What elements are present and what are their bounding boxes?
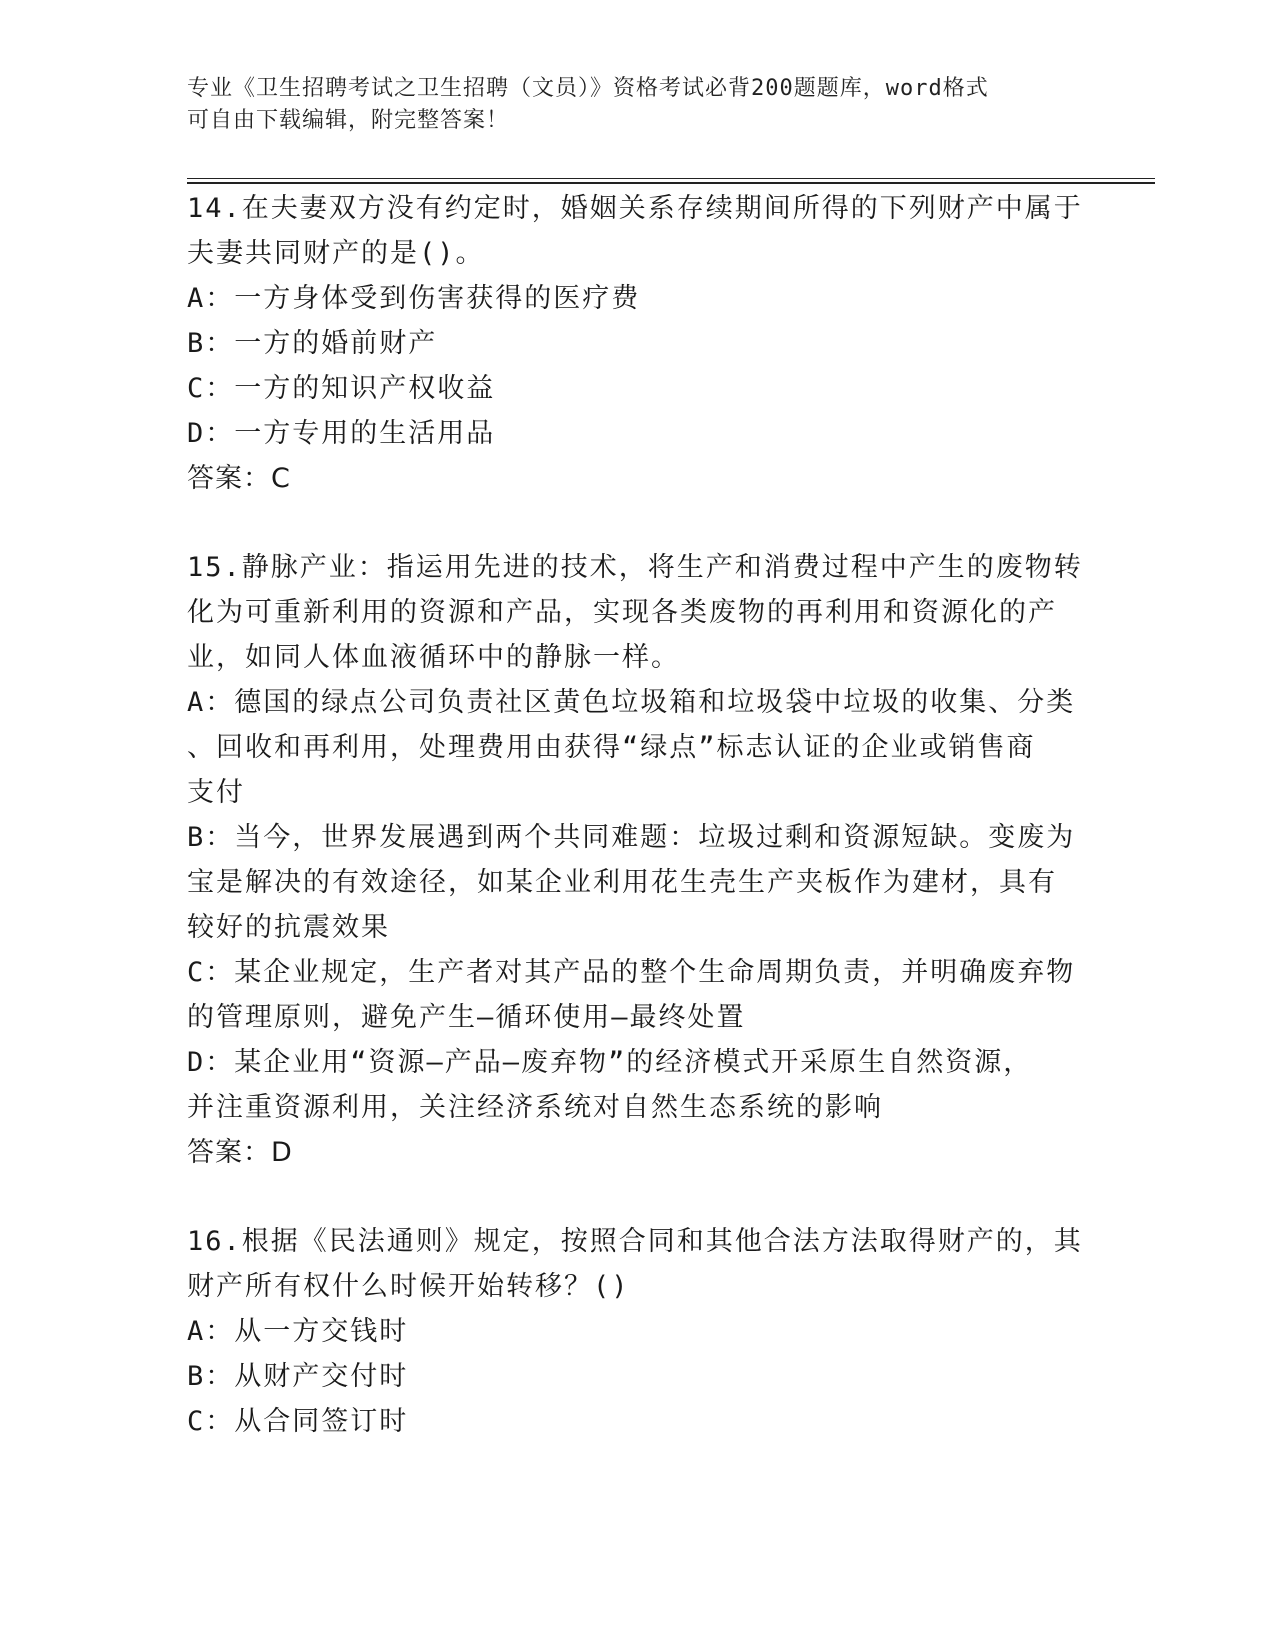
question-text-line: 16.根据《民法通则》规定，按照合同和其他合法方法取得财产的，其 [187,1226,1083,1257]
option-line: D：某企业用“资源—产品—废弃物”的经济模式开采原生自然资源， [187,1047,1033,1078]
question-text-line: 14.在夫妻双方没有约定时，婚姻关系存续期间所得的下列财产中属于 [187,193,1083,224]
question-list [187,186,1087,1488]
document-header [187,73,1087,137]
option-line: 的管理原则，避免产生—循环使用—最终处置 [187,1002,746,1033]
question-text-line: 15.静脉产业：指运用先进的技术，将生产和消费过程中产生的废物转 [187,552,1083,583]
option-line: 支付 [187,777,245,808]
header-divider-thick [187,182,1155,184]
option-a [187,680,1087,815]
option-line: A：德国的绿点公司负责社区黄色垃圾箱和垃圾袋中垃圾的收集、分类 [187,687,1076,718]
option-a [187,276,1087,321]
option-line: B：一方的婚前财产 [187,328,438,359]
question-text [187,545,1087,680]
question-14 [187,186,1087,501]
option-c [187,950,1087,1040]
option-line: C：从合同签订时 [187,1406,409,1437]
option-line: D：一方专用的生活用品 [187,418,496,449]
option-d [187,1040,1087,1130]
option-line: 较好的抗震效果 [187,912,390,943]
option-line: B：从财产交付时 [187,1361,409,1392]
option-line: 并注重资源利用，关注经济系统对自然生态系统的影响 [187,1092,883,1123]
answer-text: 答案：C [187,463,291,494]
option-line: C：某企业规定，生产者对其产品的整个生命周期负责，并明确废弃物 [187,957,1076,988]
option-line: B：当今，世界发展遇到两个共同难题：垃圾过剩和资源短缺。变废为 [187,822,1076,853]
header-divider-thin [187,178,1155,179]
question-text-line: 化为可重新利用的资源和产品，实现各类废物的再利用和资源化的产 [187,597,1057,628]
option-b [187,321,1087,366]
question-text [187,186,1087,276]
option-b [187,1354,1087,1399]
question-text-line: 夫妻共同财产的是()。 [187,238,485,269]
option-b [187,815,1087,950]
question-text-line: 业，如同人体血液循环中的静脉一样。 [187,642,680,673]
answer-text: 答案：D [187,1137,293,1168]
option-d [187,411,1087,456]
option-line: A：从一方交钱时 [187,1316,409,1347]
question-text [187,1219,1087,1309]
question-16 [187,1219,1087,1444]
option-c [187,366,1087,411]
option-line: 、回收和再利用，处理费用由获得“绿点”标志认证的企业或销售商 [187,732,1036,763]
option-c [187,1399,1087,1444]
header-line-1: 专业《卫生招聘考试之卫生招聘（文员）》资格考试必背200题题库，word格式 [187,76,989,101]
question-text-line: 财产所有权什么时候开始转移？() [187,1271,630,1302]
header-line-2: 可自由下载编辑，附完整答案！ [187,108,510,133]
option-line: A：一方身体受到伤害获得的医疗费 [187,283,641,314]
option-a [187,1309,1087,1354]
option-line: 宝是解决的有效途径，如某企业利用花生壳生产夹板作为建材，具有 [187,867,1057,898]
question-15 [187,545,1087,1175]
option-line: C：一方的知识产权收益 [187,373,496,404]
